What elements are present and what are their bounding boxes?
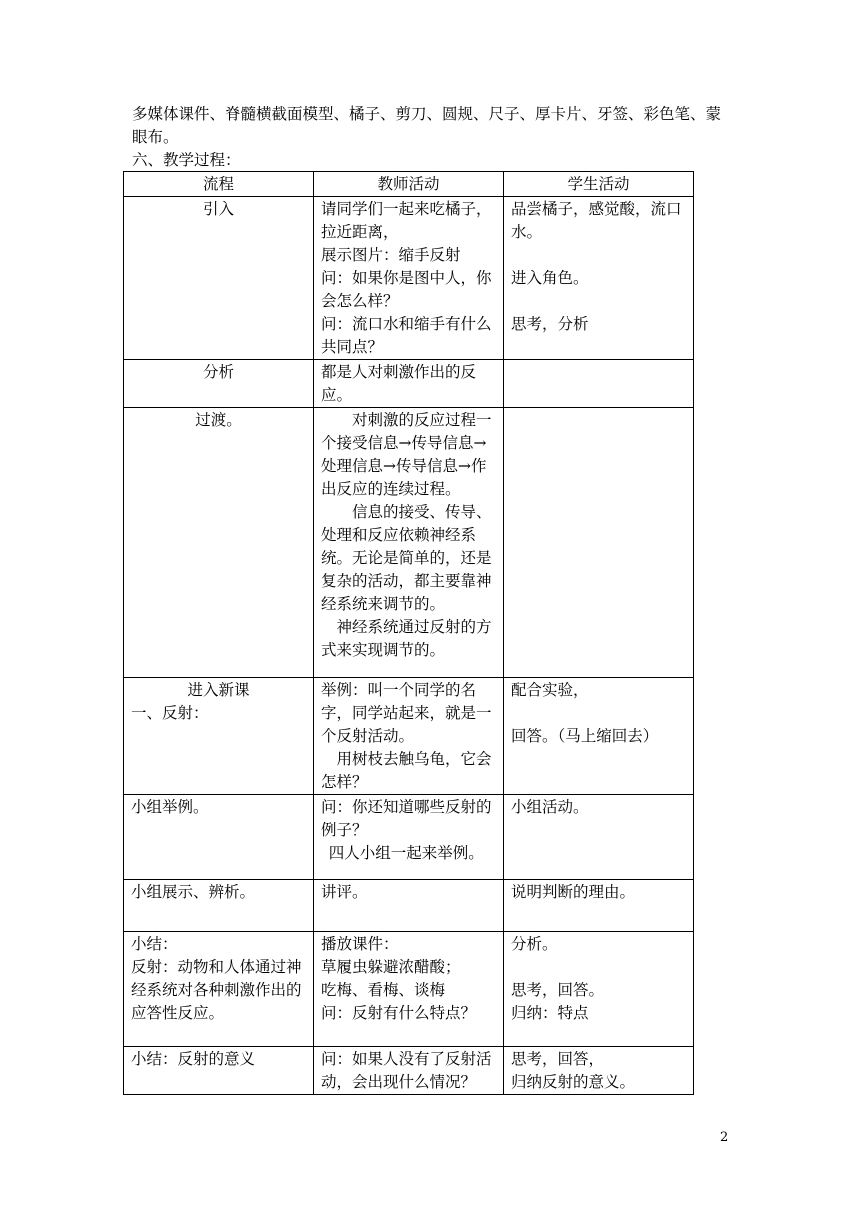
- student-text: 思考，回答，: [511, 1050, 605, 1068]
- teacher-text: 神经系统通过反射的方式来实现调节的。: [321, 618, 492, 659]
- student-text: 分析。: [511, 935, 558, 953]
- teacher-cell: [314, 880, 504, 932]
- process-cell: [124, 197, 314, 360]
- teacher-text: 草履虫躲避浓醋酸；: [321, 958, 461, 976]
- table-row: [124, 197, 694, 360]
- table-row: [124, 932, 694, 1047]
- process-cell: [124, 932, 314, 1047]
- teacher-cell: [314, 360, 504, 408]
- teacher-text: 问：流口水和缩手有什么共同点？: [321, 315, 492, 356]
- process-cell: [124, 1047, 314, 1095]
- table-row: [124, 795, 694, 880]
- student-text: 归纳：特点: [511, 1004, 589, 1022]
- table-row: [124, 360, 694, 408]
- teacher-text: 吃梅、看梅、谈梅: [321, 981, 446, 999]
- teacher-cell: [314, 932, 504, 1047]
- teacher-text: 问：你还知道哪些反射的例子？: [321, 798, 492, 839]
- process-text: 引入: [202, 200, 234, 218]
- teacher-text: 问：如果你是图中人，你会怎么样？: [321, 269, 492, 310]
- student-text: 品尝橘子，感觉酸，流口水。: [511, 200, 682, 241]
- student-text: 思考，分析: [511, 315, 589, 333]
- teacher-text: 四人小组一起来举例。: [328, 844, 484, 862]
- teacher-text: 对刺激的反应过程一个接受信息→传导信息→处理信息→传导信息→作出反应的连续过程。: [321, 411, 492, 498]
- teacher-text: 都是人对刺激作出的反应。: [321, 363, 477, 404]
- teacher-text: 举例：叫一个同学的名字，同学站起来，就是一个反射活动。: [321, 681, 492, 745]
- process-cell: [124, 678, 314, 795]
- table-row: [124, 678, 694, 795]
- student-cell: [504, 1047, 694, 1095]
- teacher-cell: [314, 197, 504, 360]
- student-cell: [504, 360, 694, 408]
- teacher-text: 展示图片：缩手反射: [321, 246, 461, 264]
- teacher-text: 请同学们一起来吃橘子，拉近距离，: [321, 200, 492, 241]
- table-row: [124, 408, 694, 678]
- process-text: 一、反射：: [131, 704, 209, 722]
- process-text: 小组展示、辨析。: [131, 883, 256, 901]
- student-cell: [504, 408, 694, 678]
- teacher-text: 问：反射有什么特点？: [321, 1004, 477, 1022]
- process-cell: [124, 408, 314, 678]
- teacher-cell: [314, 795, 504, 880]
- header-student: 学生活动: [504, 172, 694, 197]
- student-text: 思考，回答。: [511, 981, 605, 999]
- page-number: 2: [720, 1130, 729, 1145]
- table-row: [124, 880, 694, 932]
- materials-text: 多媒体课件、脊髓横截面模型、橘子、剪刀、圆规、尺子、厚卡片、牙签、彩色笔、蒙眼布。: [132, 105, 722, 146]
- teacher-text: 用树枝去触乌龟，它会怎样？: [321, 750, 492, 791]
- student-text: 归纳反射的意义。: [511, 1073, 636, 1091]
- teacher-cell: [314, 1047, 504, 1095]
- teacher-text: 播放课件：: [321, 935, 399, 953]
- student-cell: [504, 197, 694, 360]
- student-text: 回答。（马上缩回去）: [511, 727, 659, 745]
- process-text: 进入新课: [187, 681, 250, 699]
- table-row: [124, 1047, 694, 1095]
- table-header-row: [124, 172, 694, 197]
- student-text: 说明判断的理由。: [511, 883, 636, 901]
- student-cell: [504, 795, 694, 880]
- process-text: 反射：动物和人体通过神经系统对各种刺激作出的应答性反应。: [131, 958, 302, 1022]
- process-cell: [124, 880, 314, 932]
- process-text: 小结：反射的意义: [131, 1050, 256, 1068]
- student-text: 进入角色。: [511, 269, 589, 287]
- process-cell: [124, 795, 314, 880]
- student-text: 小组活动。: [511, 798, 589, 816]
- student-cell: [504, 678, 694, 795]
- process-text: 过渡。: [195, 411, 242, 429]
- student-cell: [504, 880, 694, 932]
- header-teacher: 教师活动: [314, 172, 504, 197]
- process-text: 小结：: [131, 935, 178, 953]
- teacher-text: 信息的接受、传导、处理和反应依赖神经系统。无论是简单的，还是复杂的活动，都主要靠神经系统来调节的。: [321, 503, 492, 613]
- process-cell: [124, 360, 314, 408]
- materials-paragraph: [132, 103, 732, 149]
- teacher-cell: [314, 408, 504, 678]
- section-title: 六、教学过程：: [132, 151, 241, 169]
- teacher-cell: [314, 678, 504, 795]
- teacher-text: 讲评。: [321, 883, 368, 901]
- student-cell: [504, 932, 694, 1047]
- student-text: 配合实验，: [511, 681, 589, 699]
- process-text: 小组举例。: [131, 798, 209, 816]
- process-text: 分析: [202, 363, 234, 381]
- header-process: 流程: [124, 172, 314, 197]
- teaching-process-table: [123, 171, 694, 1095]
- teacher-text: 问：如果人没有了反射活动，会出现什么情况？: [321, 1050, 492, 1091]
